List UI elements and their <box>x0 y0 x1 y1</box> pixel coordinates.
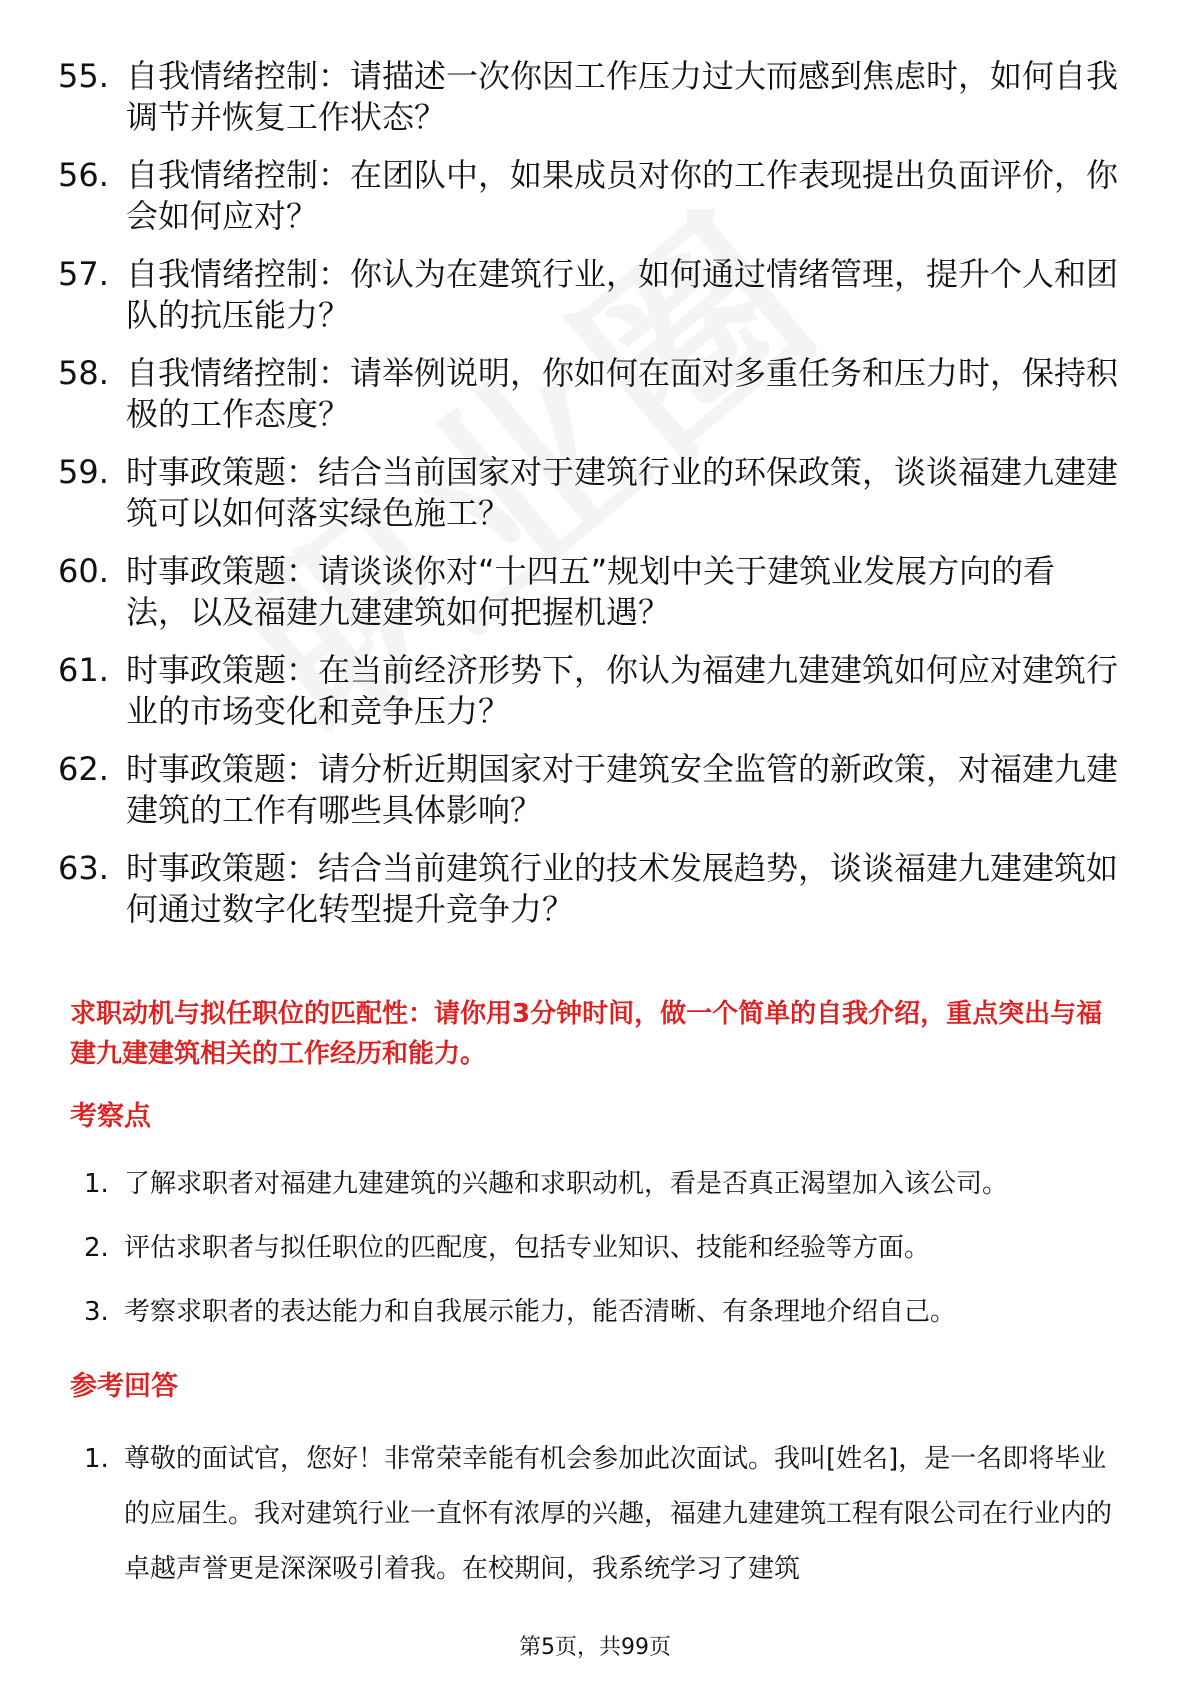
question-number: 58. <box>58 354 109 392</box>
answer-text: 尊敬的面试官，您好！非常荣幸能有机会参加此次面试。我叫[姓名]，是一名即将毕业的应届生。我对建筑行业一直怀有浓厚的兴趣，福建九建建筑工程有限公司在行业内的卓越声誉更是深深吸引着我。在校期间，我系统学习了建筑 <box>124 1444 1113 1584</box>
list-item-text: 评估求职者与拟任职位的匹配度，包括专业知识、技能和经验等方面。 <box>124 1233 931 1263</box>
question-item <box>58 650 1118 732</box>
reference-answer <box>84 1432 1124 1597</box>
list-item <box>84 1230 1124 1266</box>
points-title: 考察点 <box>70 1101 151 1132</box>
question-list <box>58 56 1118 947</box>
question-number: 63. <box>58 849 109 887</box>
question-item <box>58 56 1118 138</box>
question-text: 时事政策题：请谈谈你对“十四五”规划中关于建筑业发展方向的看法，以及福建九建建筑如何把握机遇？ <box>126 552 1056 631</box>
question-number: 57. <box>58 255 109 293</box>
question-number: 59. <box>58 453 109 491</box>
list-item-number: 2. <box>84 1233 109 1263</box>
question-text: 自我情绪控制：你认为在建筑行业，如何通过情绪管理，提升个人和团队的抗压能力？ <box>126 255 1119 334</box>
question-text: 时事政策题：在当前经济形势下，你认为福建九建建筑如何应对建筑行业的市场变化和竞争压力？ <box>126 651 1119 730</box>
question-number: 55. <box>58 57 109 95</box>
list-item <box>84 1294 1124 1330</box>
reference-title: 参考回答 <box>70 1371 178 1402</box>
question-item <box>58 452 1118 534</box>
list-item-text: 了解求职者对福建九建建筑的兴趣和求职动机，看是否真正渴望加入该公司。 <box>124 1169 1009 1199</box>
question-item <box>58 749 1118 831</box>
question-text: 时事政策题：结合当前建筑行业的技术发展趋势，谈谈福建九建建筑如何通过数字化转型提升竞争力？ <box>126 849 1119 928</box>
question-number: 60. <box>58 552 109 590</box>
question-text: 自我情绪控制：请描述一次你因工作压力过大而感到焦虑时，如何自我调节并恢复工作状态？ <box>126 57 1119 136</box>
question-item <box>58 254 1118 336</box>
question-item <box>58 353 1118 435</box>
motive-question: 求职动机与拟任职位的匹配性：请你用3分钟时间，做一个简单的自我介绍，重点突出与福建九建建筑相关的工作经历和能力。 <box>70 999 1103 1069</box>
list-item-text: 考察求职者的表达能力和自我展示能力，能否清晰、有条理地介绍自己。 <box>124 1297 957 1327</box>
question-text: 时事政策题：结合当前国家对于建筑行业的环保政策，谈谈福建九建建筑可以如何落实绿色施工？ <box>126 453 1119 532</box>
question-number: 61. <box>58 651 109 689</box>
question-number: 62. <box>58 750 109 788</box>
answer-number: 1. <box>84 1444 109 1474</box>
question-item <box>58 848 1118 930</box>
list-item <box>84 1166 1124 1202</box>
question-number: 56. <box>58 156 109 194</box>
question-item <box>58 155 1118 237</box>
question-text: 自我情绪控制：在团队中，如果成员对你的工作表现提出负面评价，你会如何应对？ <box>126 156 1119 235</box>
list-item-number: 3. <box>84 1297 109 1327</box>
points-list <box>84 1166 1124 1358</box>
list-item-number: 1. <box>84 1169 109 1199</box>
question-text: 时事政策题：请分析近期国家对于建筑安全监管的新政策，对福建九建建筑的工作有哪些具体影响？ <box>126 750 1119 829</box>
question-item <box>58 551 1118 633</box>
page-footer: 第5页，共99页 <box>519 1635 671 1660</box>
question-text: 自我情绪控制：请举例说明，你如何在面对多重任务和压力时，保持积极的工作态度？ <box>126 354 1119 433</box>
